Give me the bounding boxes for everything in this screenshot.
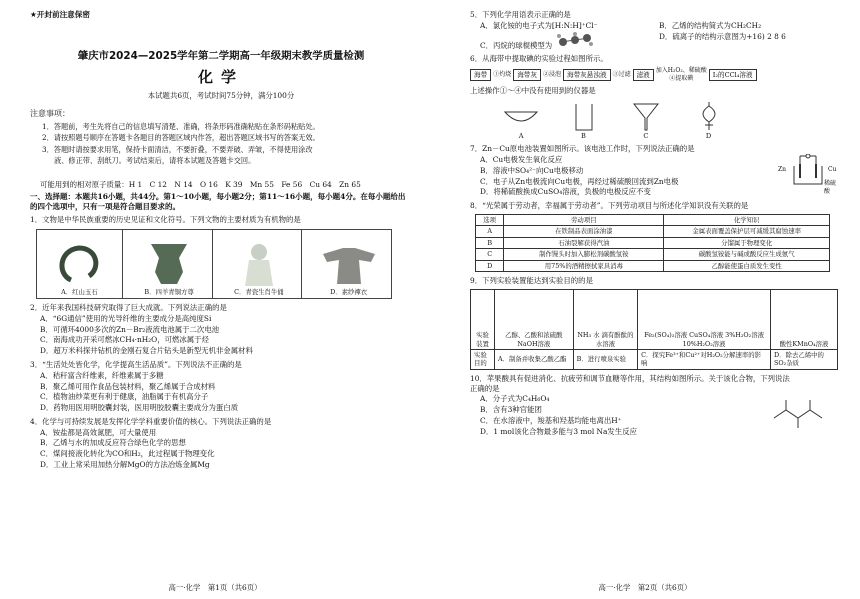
note-1: 1．答题前，考生先将自己的信息填写清楚、准确，将条形码准确粘贴在条形码粘贴处。 xyxy=(42,121,320,131)
propane-model-icon xyxy=(555,32,595,48)
porcelain-figure-icon xyxy=(229,240,289,288)
q4-option-b: B．乙烯与水的加成反应符合绿色化学的思想 xyxy=(40,438,186,448)
q3-option-d: D．药物用医用明胶囊封装，医用明胶胶囊主要成分为蛋白质 xyxy=(40,403,239,413)
q2-option-a: A．“6G通信”使用的光导纤维的主要成分是高纯度Si xyxy=(40,313,212,323)
galvanic-cell-diagram: Zn Cu 稀硫酸 xyxy=(778,154,838,190)
question-6: 6．从海带中提取碘的实验过程如图所示。 海带 ①灼烧 海带灰 ②浸泡 海带灰悬浊液 ③过滤 滤液 加入H₂O₂、稀硫酸 ④提取碘 I₂的CCl₄溶液 上述操作①～④中没有使用到的仪器是 A B C D xyxy=(470,54,838,140)
question-3: 3．“生活处处皆化学，化学提高生活品质”。下列说法不正确的是 A．秸秆富含纤维素，纤维素属于多糖 B．聚乙烯可用作食品包装材料，聚乙烯属于合成材料 C．植物油炒菜更有利于健康，油脂属于有机高分子 D．药物用医用明胶囊封装，医用明胶胶囊主要成分为蛋白质 xyxy=(30,360,412,413)
q6-apparatus xyxy=(490,100,740,132)
note-3: 3．答题时请按要求用笔，保持卡面清洁，不要折叠，不要弄破、弄皱，不得使用涂改 xyxy=(42,144,313,154)
q9-device-d: 酸性KMnO₄溶液 xyxy=(771,289,838,349)
q2-option-c: C．南海成功开采可燃冰CH₄·nH₂O，可燃冰属于烃 xyxy=(40,335,209,345)
note-2: 2．请按照题号顺序在答题卡各题目的答题区域内作答，超出答题区域书写的答案无效。 xyxy=(42,133,320,143)
q4-option-c: C．煤间接液化转化为CO和H₂，此过程属于物理变化 xyxy=(40,449,215,459)
bronze-vessel-icon xyxy=(139,240,199,288)
q5-option-d: D．硫离子的结构示意图为+16) 2 8 6 xyxy=(659,31,786,41)
footer-right: 高一·化学 第2页（共6页） xyxy=(598,583,692,593)
question-6-sub: 上述操作①～④中没有使用到的仪器是 xyxy=(470,85,596,95)
q7-option-a: A．Cu电极发生氧化反应 xyxy=(480,155,563,165)
q2-option-b: B．可循环4000多次的Zn－Br₂液流电池属于二次电池 xyxy=(40,324,220,334)
funnel-icon xyxy=(626,100,666,132)
question-8: 8．“光荣属于劳动者，幸福属于劳动者”。下列劳动项目与所述化学知识没有关联的是 选项 劳动项目 化学知识 A 在铁制品表面涂油漆 金属表面覆盖保护层可减缓其腐蚀速率 B 石油裂解获得汽油 分馏属于物理变化 C 制作馒头时加入膨松剂碳酸氢铵 碳酸氢铵能与碱或酸反应生成氨气 D 用75%的酒精擦拭家具消毒 乙醇能使蛋白质发生变性 xyxy=(470,201,838,272)
q9-goal-c: C．探究Fe³⁺和Cu²⁺对H₂O₂分解速率的影响 xyxy=(638,349,771,369)
q3-option-a: A．秸秆富含纤维素，纤维素属于多糖 xyxy=(40,370,164,380)
q3-option-b: B．聚乙烯可用作食品包装材料，聚乙烯属于合成材料 xyxy=(40,381,216,391)
silk-robe-icon xyxy=(319,240,379,288)
q5-option-c: C．丙烷的球棍模型为 xyxy=(480,32,659,51)
q7-option-c: C．电子从Zn电极流向Cu电极，再经过稀硫酸回流到Zn电极 xyxy=(480,176,679,186)
beaker-icon xyxy=(564,100,604,132)
exam-info: 本试题共6页，考试时间75分钟，满分100分 xyxy=(147,90,295,100)
sulfide-ion-diagram: +16) 2 8 6 xyxy=(746,31,786,41)
q4-option-a: A．铵盐都是高效氮肥，可大量使用 xyxy=(40,427,157,437)
q7-option-d: D．将稀硫酸换成CuSO₄溶液，负极的电极反应不变 xyxy=(480,187,651,197)
confidential-mark: ★开封前注意保密 xyxy=(30,10,90,19)
separatory-funnel-icon xyxy=(689,100,729,132)
ammonium-chloride-formula: [H:N:H]⁺Cl⁻ xyxy=(551,20,598,30)
q5-option-a: A．氯化铵的电子式为[H:N:H]⁺Cl⁻ xyxy=(480,20,598,30)
q10-option-b: B．含有3种官能团 xyxy=(480,405,542,415)
malic-acid-structure-icon xyxy=(770,396,834,430)
q9-goal-d: D．除去乙烯中的SO₂杂质 xyxy=(771,349,838,369)
subject-title: 化学 xyxy=(197,67,244,86)
question-4: 4．化学与可持续发展是发挥化学学科重要价值的核心。下列说法正确的是 A．铵盐都是高效氮肥，可大量使用 B．乙烯与水的加成反应符合绿色化学的思想 C．煤间接液化转化为CO和H₂，此过程属于物理变化 D．工业上常采用加热分解MgO的方法冶炼金属Mg xyxy=(30,417,412,470)
q10-option-c: C．在水溶液中，羧基和羟基均能电离出H⁺ xyxy=(480,415,622,425)
q10-option-a: A．分子式为C₄H₆O₄ xyxy=(480,394,550,404)
question-5: 5．下列化学用语表示正确的是 A．氯化铵的电子式为[H:N:H]⁺Cl⁻ B．乙烯的结构简式为CH₂CH₂ C．丙烷的球棍模型为 D．硫离子的结构示意图为+16) 2 8 6 xyxy=(470,10,838,50)
question-7: 7．Zn－Cu原电池装置如图所示。该电池工作时，下列说法正确的是 A．Cu电极发生氧化反应 B．溶液中SO₄²⁻向Cu电极移动 C．电子从Zn电极流向Cu电极，再经过稀硫酸回流到Zn电极 D．将稀硫酸换成CuSO₄溶液，负极的电极反应不变 Zn Cu 稀硫酸 xyxy=(470,144,837,197)
option-d-image: D．素纱襌衣 xyxy=(306,230,391,298)
q3-option-c: C．植物油炒菜更有利于健康，油脂属于有机高分子 xyxy=(40,392,209,402)
q9-device-b: NH₃ 水 滴有酚酞的水溶液 xyxy=(573,289,638,349)
option-c-image: C．青瓷生肖牛俑 xyxy=(217,230,303,298)
q10-option-d: D．1 mol该化合物最多能与3 mol Na发生反应 xyxy=(480,426,637,436)
footer-left: 高一·化学 第1页（共6页） xyxy=(168,583,262,593)
iodine-extraction-flow: 海带 ①灼烧 海带灰 ②浸泡 海带灰悬浊液 ③过滤 滤液 加入H₂O₂、稀硫酸 ④提取碘 I₂的CCl₄溶液 xyxy=(470,67,838,83)
evaporating-dish-icon xyxy=(501,100,541,132)
q7-option-b: B．溶液中SO₄²⁻向Cu电极移动 xyxy=(480,165,584,175)
jade-dragon-icon xyxy=(49,240,109,288)
option-a-image: A．红山玉石 xyxy=(37,230,123,298)
question-10: 10．苹果酸具有促进消化、抗疲劳和调节血糖等作用，其结构如图所示。关于该化合物，下列说法正确的是 A．分子式为C₄H₆O₄ B．含有3种官能团 C．在水溶液中，羧基和羟基均能电离出H⁺ D．1 mol该化合物最多能与3 mol Na发生反应 xyxy=(470,374,838,437)
atomic-masses: 可能用到的相对原子质量：H 1 C 12 N 14 O 16 K 39 Mn 55 Fe 56 Cu 64 Zn 65 xyxy=(40,179,361,189)
q9-goal-b: B．进行喷泉实验 xyxy=(573,349,638,369)
note-3-cont: 液、修正带、刮纸刀。考试结束后，请将本试题及答题卡交回。 xyxy=(54,156,256,166)
question-1 xyxy=(30,215,412,299)
q4-option-d: D．工业上常采用加热分解MgO的方法冶炼金属Mg xyxy=(40,459,210,469)
q2-option-d: D．超万米科探井钻机的金刚石复合片钻头是新型无机非金属材料 xyxy=(40,346,253,356)
exam-title: 肇庆市2024—2025学年第二学期高一年级期末教学质量检测 xyxy=(77,50,365,63)
question-1-images xyxy=(36,229,392,299)
question-9: 9．下列实验装置能达到实验目的的是 实验装置 乙醇、乙酸和浓硫酸 NaOH溶液 NH₃ 水 滴有酚酞的水溶液 Fe₂(SO₄)₃溶液 CuSO₄溶液 3%H₂O₂溶液 10%H₂O₂溶液 酸性KMnO₄溶液 实验目的 A．制备并收集乙酸乙酯 B．进行喷泉实验 C．探究Fe³⁺和Cu²⁺对H₂O₂分解速率的影响 D．除去乙烯中的SO₂杂质 xyxy=(470,276,838,370)
question-2: 2．近年来我国科技研究取得了巨大成就。下列说法正确的是 A．“6G通信”使用的光导纤维的主要成分是高纯度Si B．可循环4000多次的Zn－Br₂液流电池属于二次电池 C．南海成功开采可燃冰CH₄·nH₂O，可燃冰属于烃 D．超万米科探井钻机的金刚石复合片钻头是新型无机非金属材料 xyxy=(30,303,412,356)
section-1-heading: 一、选择题：本题共16小题，共44分。第1～10小题，每小题2分；第11～16小题，每小题4分。在每小题给出的四个选项中，只有一项是符合题目要求的。 xyxy=(30,191,406,211)
q9-device-c: Fe₂(SO₄)₃溶液 CuSO₄溶液 3%H₂O₂溶液 10%H₂O₂溶液 xyxy=(638,289,771,349)
question-1-stem: 1．文物是中华民族重要的历史见证和文化符号。下列文物的主要材质为有机物的是 xyxy=(30,215,301,225)
q5-option-b: B．乙烯的结构简式为CH₂CH₂ xyxy=(659,20,762,30)
notes-heading: 注意事项： xyxy=(30,109,70,119)
page-right xyxy=(430,0,860,599)
option-b-image: B．四羊青铜方尊 xyxy=(127,230,213,298)
q8-table: 选项 劳动项目 化学知识 A 在铁制品表面涂油漆 金属表面覆盖保护层可减缓其腐蚀速率 B 石油裂解获得汽油 分馏属于物理变化 C 制作馒头时加入膨松剂碳酸氢铵 碳酸氢铵能与碱或酸反应生成氨气 D 用75%的酒精擦拭家具消毒 乙醇能使蛋白质发生变性 xyxy=(475,214,830,272)
q9-device-a: 乙醇、乙酸和浓硫酸 NaOH溶液 xyxy=(495,289,574,349)
q9-goal-a: A．制备并收集乙酸乙酯 xyxy=(495,349,574,369)
q9-table: 实验装置 乙醇、乙酸和浓硫酸 NaOH溶液 NH₃ 水 滴有酚酞的水溶液 Fe₂(SO₄)₃溶液 CuSO₄溶液 3%H₂O₂溶液 10%H₂O₂溶液 酸性KMnO₄溶液 实验目的 A．制备并收集乙酸乙酯 B．进行喷泉实验 C．探究Fe³⁺和Cu²⁺对H₂O₂分解速率的影响 D．除去乙烯中的SO₂杂质 xyxy=(470,289,838,370)
